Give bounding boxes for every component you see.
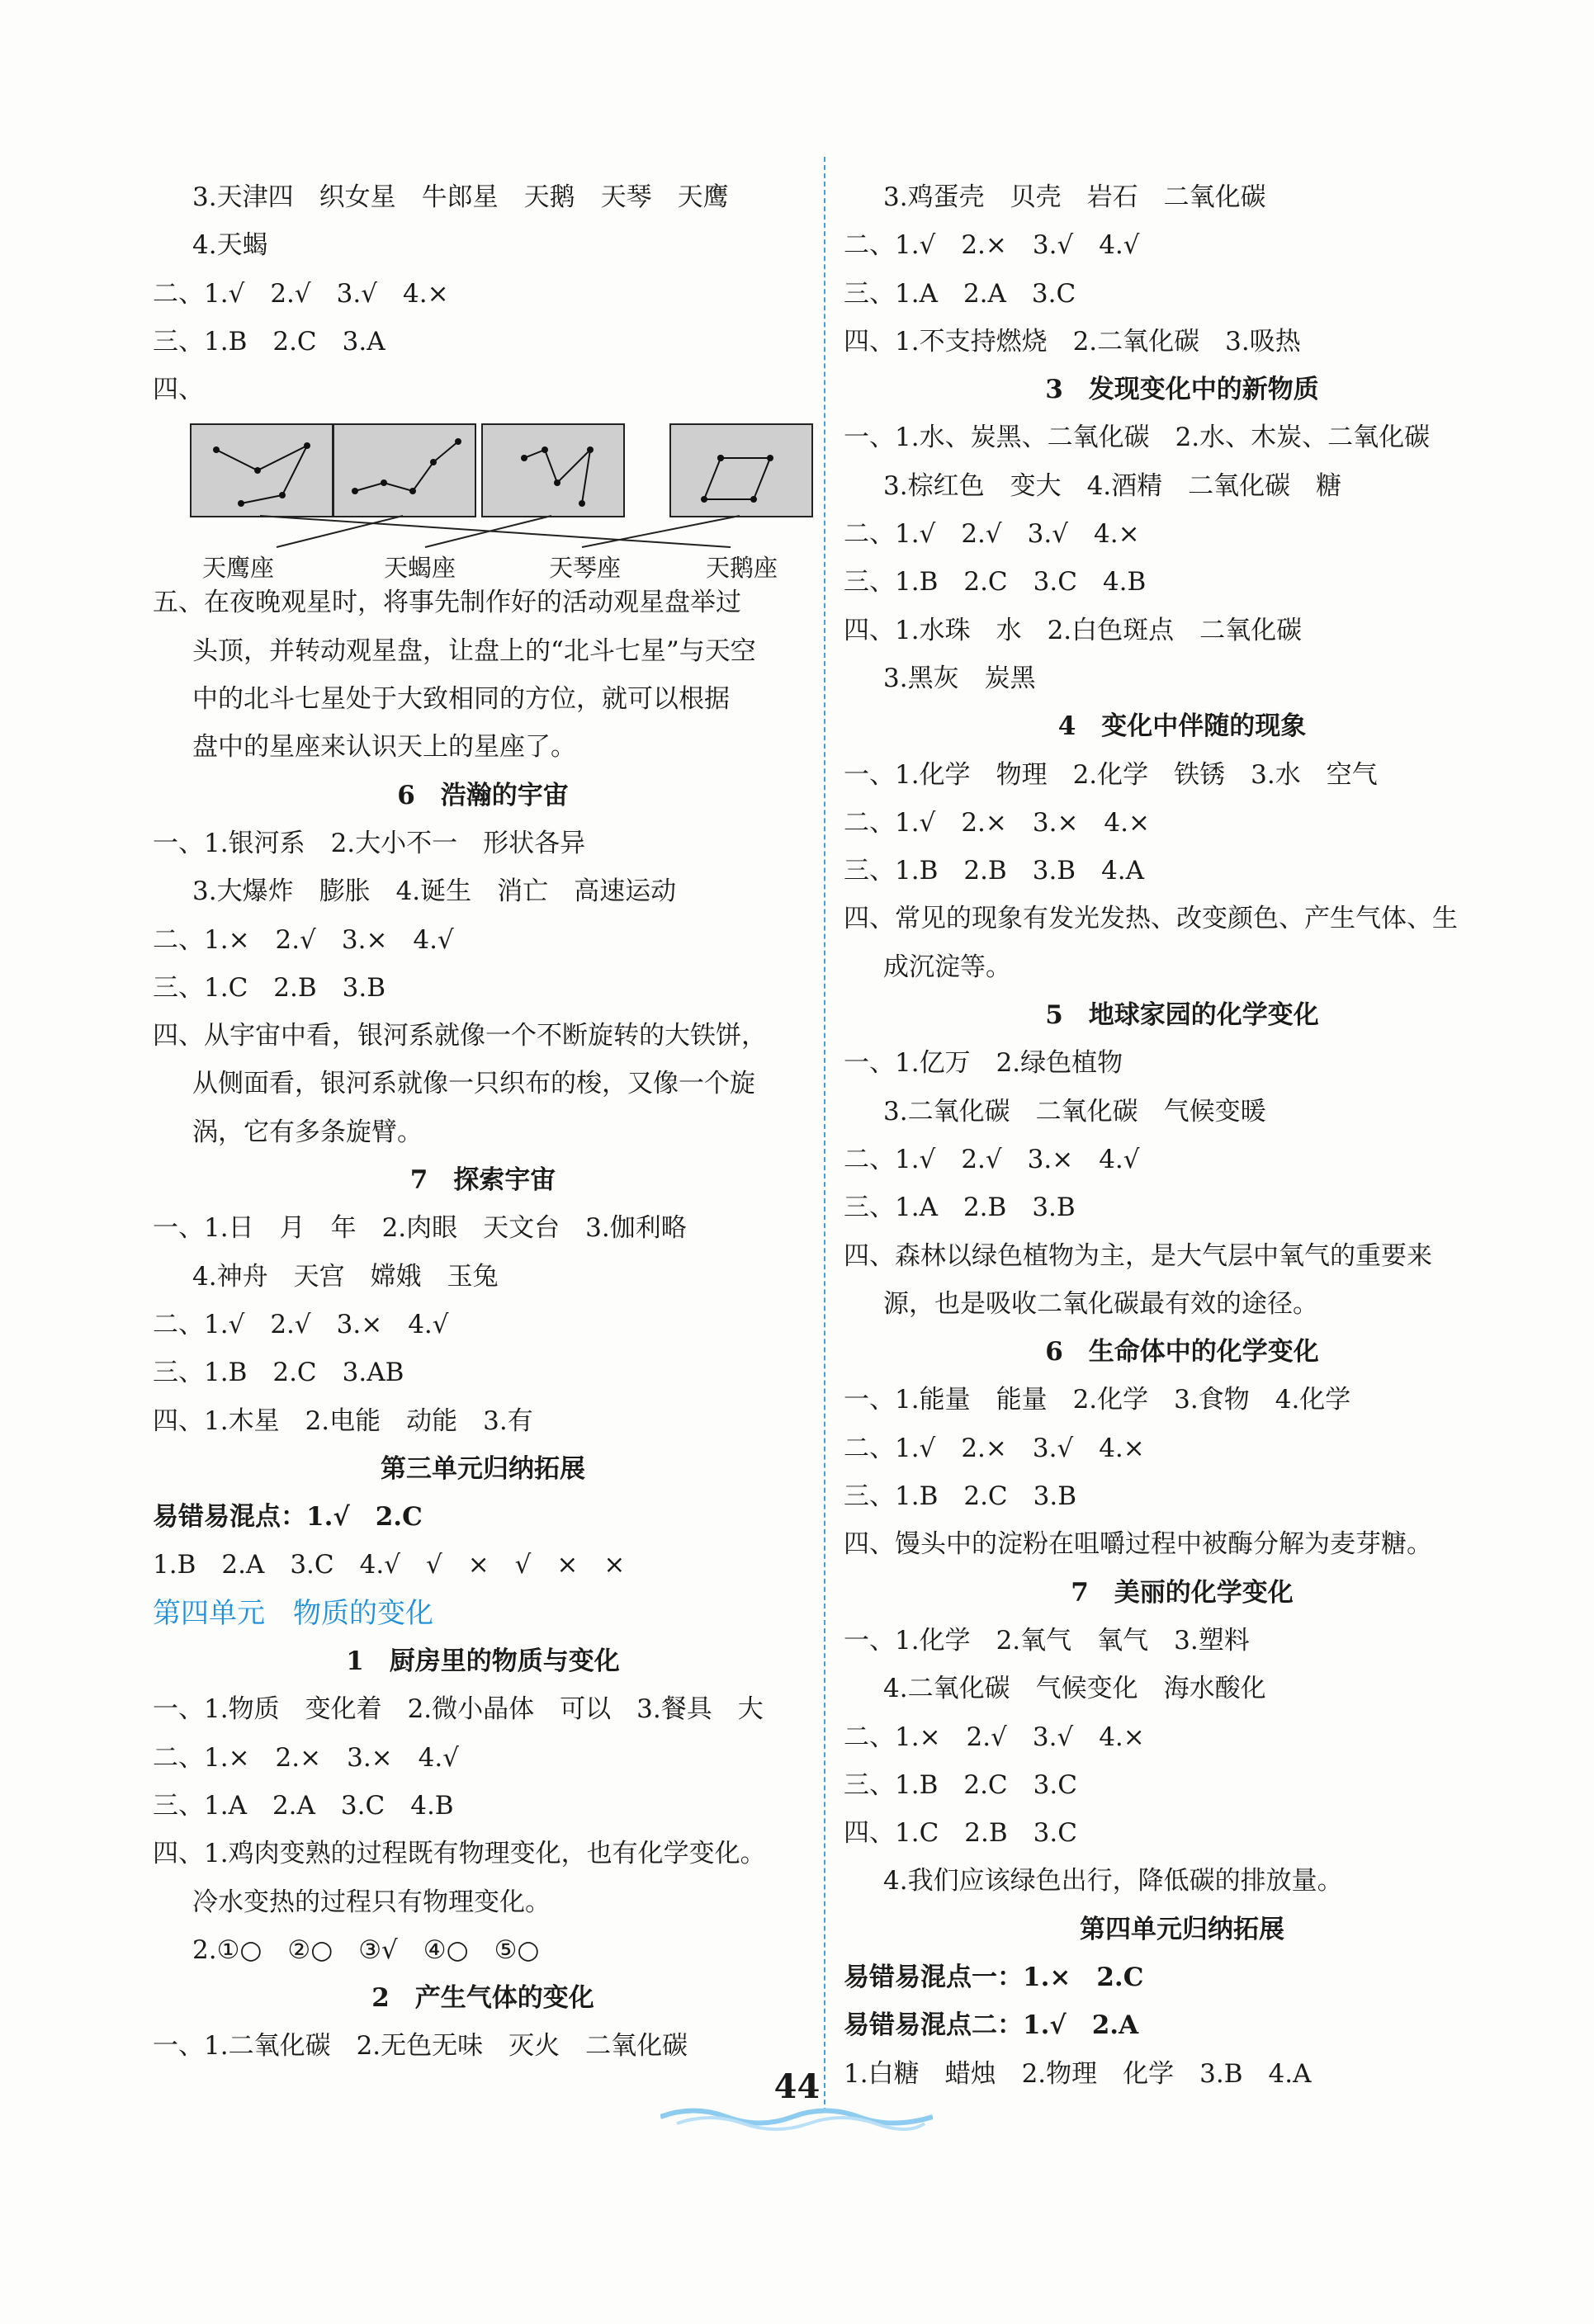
section-heading: 7 探索宇宙 (409, 1165, 556, 1196)
unit-heading: 第四单元 物质的变化 (153, 1596, 433, 1630)
answer-line: 三、1.B 2.C 3.C 4.B (844, 567, 1147, 598)
answer-line: 1.B 2.A 3.C 4.√ √ × √ × × (153, 1550, 626, 1580)
answer-line: 2.①○ ②○ ③√ ④○ ⑤○ (192, 1934, 540, 1965)
left-column (153, 173, 813, 2071)
answer-line: 二、1.√ 2.× 3.√ 4.√ (844, 230, 1140, 261)
section-heading: 4 变化中伴随的现象 (1057, 711, 1307, 742)
answer-line: 四、1.木星 2.电能 动能 3.有 (153, 1405, 533, 1436)
answer-line: 一、1.物质 变化着 2.微小晶体 可以 3.餐具 大 (153, 1694, 764, 1725)
answer-line: 4.天蝎 (192, 230, 268, 261)
answer-line: 五、在夜晚观星时，将事先制作好的活动观星盘举过 (153, 588, 741, 618)
answer-line: 一、1.化学 2.氧气 氧气 3.塑料 (844, 1625, 1250, 1656)
answer-line: 4.神舟 天宫 嫦娥 玉兔 (192, 1261, 499, 1292)
answer-line: 四、1.不支持燃烧 2.二氧化碳 3.吸热 (844, 326, 1301, 357)
column-divider (824, 157, 825, 2113)
answer-line: 3.棕红色 变大 4.酒精 二氧化碳 糖 (883, 470, 1342, 501)
answer-line: 三、1.B 2.C 3.A (153, 326, 385, 357)
answer-line: 二、1.√ 2.√ 3.√ 4.× (153, 278, 449, 309)
answer-line: 盘中的星座来认识天上的星座了。 (192, 732, 576, 763)
section-heading: 6 浩瀚的宇宙 (397, 780, 569, 810)
answer-line: 3.鸡蛋壳 贝壳 岩石 二氧化碳 (883, 182, 1266, 212)
answer-line: 四、1.鸡肉变熟的过程既有物理变化，也有化学变化。 (153, 1839, 766, 1869)
answer-line: 三、1.B 2.C 3.AB (153, 1358, 404, 1388)
answer-line: 三、1.A 2.A 3.C (844, 278, 1076, 309)
answer-line: 二、1.× 2.√ 3.× 4.√ (153, 924, 454, 955)
page-number: 44 (773, 2067, 821, 2106)
answer-line: 1.白糖 蜡烛 2.物理 化学 3.B 4.A (844, 2058, 1312, 2089)
answer-line: 二、1.√ 2.√ 3.√ 4.× (844, 519, 1140, 550)
answer-line: 三、1.C 2.B 3.B (153, 972, 386, 1003)
answer-line: 易错易混点二：1.√ 2.A (844, 2010, 1139, 2041)
answer-line: 四、森林以绿色植物为主，是大气层中氧气的重要来 (844, 1240, 1432, 1271)
answer-line: 一、1.水、炭黑、二氧化碳 2.水、木炭、二氧化碳 (844, 423, 1431, 453)
answer-line: 三、1.B 2.B 3.B 4.A (844, 856, 1145, 886)
constellation-label: 天蝎座 (384, 554, 456, 583)
answer-line: 三、1.B 2.C 3.B (844, 1481, 1077, 1512)
answer-line: 3.黑灰 炭黑 (883, 663, 1036, 693)
constellation-label: 天鹰座 (202, 554, 275, 583)
answer-line: 4.我们应该绿色出行，降低碳的排放量。 (883, 1866, 1343, 1897)
answer-line: 一、1.化学 物理 2.化学 铁锈 3.水 空气 (844, 759, 1378, 790)
answer-line: 易错易混点一：1.× 2.C (844, 1962, 1144, 1992)
answer-line: 冷水变热的过程只有物理变化。 (192, 1887, 551, 1917)
answer-line: 一、1.日 月 年 2.肉眼 天文台 3.伽利略 (153, 1213, 687, 1244)
right-column (844, 173, 1521, 2098)
section-heading: 3 发现变化中的新物质 (1045, 375, 1319, 405)
constellation-label: 天琴座 (549, 554, 622, 583)
answer-line: 成沉淀等。 (883, 952, 1011, 982)
answer-line: 4.二氧化碳 气候变化 海水酸化 (883, 1674, 1266, 1704)
answer-line: 一、1.亿万 2.绿色植物 (844, 1048, 1123, 1079)
answer-line: 从侧面看，银河系就像一只织布的梭，又像一个旋 (192, 1069, 755, 1099)
answer-line: 四、常见的现象有发光发热、改变颜色、产生气体、生 (844, 904, 1458, 934)
answer-line: 一、1.银河系 2.大小不一 形状各异 (153, 828, 586, 858)
answer-line: 二、1.√ 2.√ 3.× 4.√ (153, 1309, 449, 1339)
answer-line: 3.大爆炸 膨胀 4.诞生 消亡 高速运动 (192, 876, 677, 907)
section-heading: 第三单元归纳拓展 (381, 1453, 585, 1484)
matching-lines (153, 413, 813, 554)
answer-line: 一、1.能量 能量 2.化学 3.食物 4.化学 (844, 1385, 1351, 1415)
answer-line: 涡，它有多条旋臂。 (192, 1117, 423, 1147)
constellation-matching-figure (153, 413, 813, 583)
section-heading: 2 产生气体的变化 (371, 1983, 594, 2014)
section-heading: 6 生命体中的化学变化 (1045, 1337, 1319, 1367)
answer-line: 中的北斗七星处于大致相同的方位，就可以根据 (192, 684, 730, 715)
answer-line: 易错易混点：1.√ 2.C (153, 1502, 423, 1533)
answer-line: 二、1.× 2.√ 3.√ 4.× (844, 1722, 1145, 1752)
answer-line: 二、1.× 2.× 3.× 4.√ (153, 1742, 459, 1773)
answer-line: 二、1.√ 2.√ 3.× 4.√ (844, 1144, 1140, 1174)
answer-line: 一、1.二氧化碳 2.无色无味 灭火 二氧化碳 (153, 2031, 688, 2062)
answer-line: 二、1.√ 2.× 3.× 4.× (844, 807, 1150, 838)
answer-line: 3.二氧化碳 二氧化碳 气候变暖 (883, 1096, 1266, 1127)
answer-line: 二、1.√ 2.× 3.√ 4.× (844, 1433, 1145, 1463)
constellation-label: 天鹅座 (706, 554, 778, 583)
answer-line: 四、从宇宙中看，银河系就像一个不断旋转的大铁饼， (153, 1021, 767, 1051)
section-heading: 7 美丽的化学变化 (1071, 1577, 1294, 1608)
section-heading: 5 地球家园的化学变化 (1045, 1000, 1319, 1031)
answer-line: 三、1.A 2.B 3.B (844, 1193, 1076, 1223)
answer-line: 头顶，并转动观星盘，让盘上的“北斗七星”与天空 (192, 635, 756, 666)
answer-line: 源，也是吸收二氧化碳最有效的途径。 (883, 1288, 1318, 1319)
answer-line: 四、1.C 2.B 3.C (844, 1818, 1077, 1849)
answer-line: 四、馒头中的淀粉在咀嚼过程中被酶分解为麦芽糖。 (844, 1529, 1432, 1560)
section-heading: 第四单元归纳拓展 (1080, 1914, 1284, 1944)
page-wave-ornament (660, 2100, 933, 2133)
answer-line: 三、1.A 2.A 3.C 4.B (153, 1790, 454, 1821)
answer-line: 四、 (153, 375, 204, 405)
answer-line: 3.天津四 织女星 牛郎星 天鹅 天琴 天鹰 (192, 182, 729, 212)
answer-line: 三、1.B 2.C 3.C (844, 1769, 1077, 1800)
answer-line: 四、1.水珠 水 2.白色斑点 二氧化碳 (844, 615, 1303, 645)
section-heading: 1 厨房里的物质与变化 (346, 1646, 620, 1677)
